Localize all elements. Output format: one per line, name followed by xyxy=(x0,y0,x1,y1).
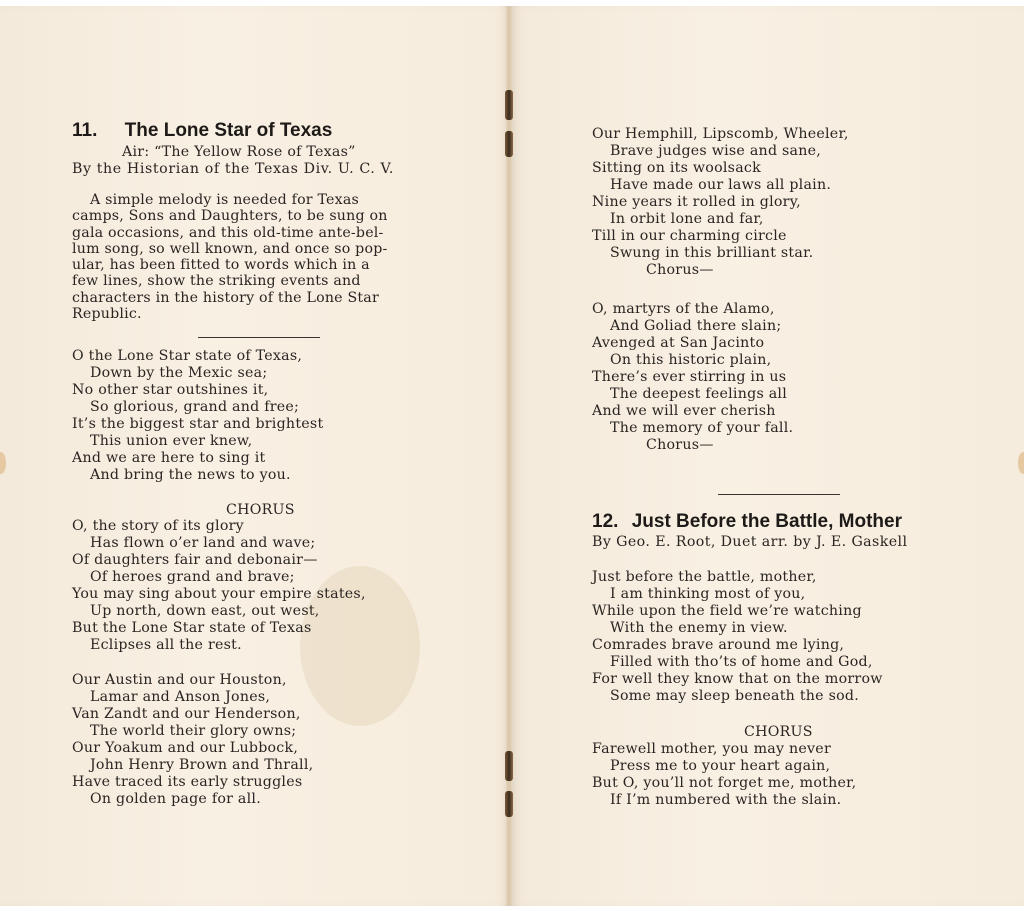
chorus-label: CHORUS xyxy=(744,724,813,740)
chorus-line: But the Lone Star state of Texas xyxy=(72,620,312,636)
chorus-reference: Chorus— xyxy=(646,262,714,278)
verse-line: While upon the field we’re watching xyxy=(592,603,862,619)
verse-line: No other star outshines it, xyxy=(72,382,269,398)
chorus-label: CHORUS xyxy=(226,502,295,518)
verse-line: It’s the biggest star and brightest xyxy=(72,416,324,432)
verse-line: O, martyrs of the Alamo, xyxy=(592,301,775,317)
verse-line: Sitting on its woolsack xyxy=(592,160,761,176)
chorus-line: Up north, down east, out west, xyxy=(90,603,320,619)
staple-top-lower xyxy=(505,131,513,157)
song-12-verse xyxy=(592,569,883,705)
intro-paragraph xyxy=(72,192,444,322)
verse-line: Till in our charming circle xyxy=(592,228,787,244)
intro-line: few lines, show the striking events and xyxy=(72,273,361,290)
chorus-line: Of daughters fair and debonair— xyxy=(72,552,318,568)
verse-line: With the enemy in view. xyxy=(610,620,788,636)
verse-line: Have traced its early struggles xyxy=(72,774,303,790)
chorus-line: Eclipses all the rest. xyxy=(90,637,242,653)
song-number: 11. xyxy=(72,120,98,141)
chorus-line: Of heroes grand and brave; xyxy=(90,569,295,585)
intro-line: camps, Sons and Daughters, to be sung on xyxy=(72,208,388,225)
verse-line: John Henry Brown and Thrall, xyxy=(90,757,314,773)
verse-line: Our Yoakum and our Lubbock, xyxy=(72,740,299,756)
verse-line: The deepest feelings all xyxy=(610,386,788,402)
verse-line: And Goliad there slain; xyxy=(610,318,782,334)
verse-line: Just before the battle, mother, xyxy=(592,569,817,585)
chorus-reference: Chorus— xyxy=(646,437,714,453)
song-number: 12. xyxy=(592,511,619,532)
verse-2 xyxy=(72,672,313,808)
verse-line: Comrades brave around me lying, xyxy=(592,637,845,653)
verse-line: Van Zandt and our Henderson, xyxy=(72,706,301,722)
divider-rule xyxy=(718,494,840,495)
verse-line: This union ever knew, xyxy=(90,433,253,449)
verse-line: For well they know that on the morrow xyxy=(592,671,883,687)
chorus-line: Has flown o’er land and wave; xyxy=(90,535,316,551)
verse-4 xyxy=(592,301,793,454)
verse-line: Our Hemphill, Lipscomb, Wheeler, xyxy=(592,126,849,142)
verse-line: Down by the Mexic sea; xyxy=(90,365,268,381)
page-edge-mark xyxy=(1018,452,1024,474)
verse-line: Avenged at San Jacinto xyxy=(592,335,765,351)
intro-line: gala occasions, and this old-time ante-bel- xyxy=(72,224,384,241)
intro-line: Republic. xyxy=(72,306,142,323)
verse-line: Have made our laws all plain. xyxy=(610,177,832,193)
verse-1 xyxy=(72,348,323,484)
verse-line: Nine years it rolled in glory, xyxy=(592,194,801,210)
verse-3 xyxy=(592,126,849,279)
intro-line: lum song, so well known, and once so pop- xyxy=(72,240,388,257)
staple-bottom-lower xyxy=(505,791,513,817)
chorus-line: If I’m numbered with the slain. xyxy=(610,792,842,808)
verse-line: Lamar and Anson Jones, xyxy=(90,689,271,705)
verse-line: I am thinking most of you, xyxy=(610,586,806,602)
verse-line: The world their glory owns; xyxy=(90,723,297,739)
song-byline: By Geo. E. Root, Duet arr. by J. E. Gaskell xyxy=(592,534,908,550)
verse-line: On golden page for all. xyxy=(90,791,261,807)
divider-rule xyxy=(198,337,320,338)
verse-line: Brave judges wise and sane, xyxy=(610,143,822,159)
verse-line: Some may sleep beneath the sod. xyxy=(610,688,859,704)
verse-line: In orbit lone and far, xyxy=(610,211,764,227)
right-page xyxy=(510,6,1024,906)
chorus-line: Press me to your heart again, xyxy=(610,758,831,774)
song-11-heading xyxy=(72,120,332,142)
verse-line: Filled with tho’ts of home and God, xyxy=(610,654,873,670)
song-byline: By the Historian of the Texas Div. U. C. V. xyxy=(72,161,394,177)
verse-line: And we will ever cherish xyxy=(592,403,776,419)
staple-top xyxy=(505,90,513,120)
song-air: Air: “The Yellow Rose of Texas” xyxy=(122,144,356,160)
intro-line: A simple melody is needed for Texas xyxy=(90,192,359,208)
song-title: Just Before the Battle, Mother xyxy=(631,511,902,532)
verse-line: And bring the news to you. xyxy=(90,467,291,483)
song-12-heading xyxy=(592,511,902,533)
chorus-line: You may sing about your empire states, xyxy=(72,586,366,602)
song-title: The Lone Star of Texas xyxy=(124,120,333,141)
verse-line: O the Lone Star state of Texas, xyxy=(72,348,303,364)
staple-bottom xyxy=(505,751,513,781)
left-page xyxy=(0,6,510,906)
verse-line: Our Austin and our Houston, xyxy=(72,672,287,688)
verse-line: The memory of your fall. xyxy=(610,420,794,436)
chorus-line: Farewell mother, you may never xyxy=(592,741,831,757)
chorus-line: But O, you’ll not forget me, mother, xyxy=(592,775,857,791)
song-12-chorus xyxy=(592,741,856,809)
chorus xyxy=(72,518,366,654)
intro-line: characters in the history of the Lone Star xyxy=(72,289,379,306)
verse-line: Swung in this brilliant star. xyxy=(610,245,814,261)
verse-line: On this historic plain, xyxy=(610,352,772,368)
booklet-spread xyxy=(0,6,1024,906)
verse-line: So glorious, grand and free; xyxy=(90,399,300,415)
verse-line: And we are here to sing it xyxy=(72,450,266,466)
verse-line: There’s ever stirring in us xyxy=(592,369,787,385)
chorus-line: O, the story of its glory xyxy=(72,518,244,534)
intro-line: ular, has been fitted to words which in a xyxy=(72,257,370,274)
